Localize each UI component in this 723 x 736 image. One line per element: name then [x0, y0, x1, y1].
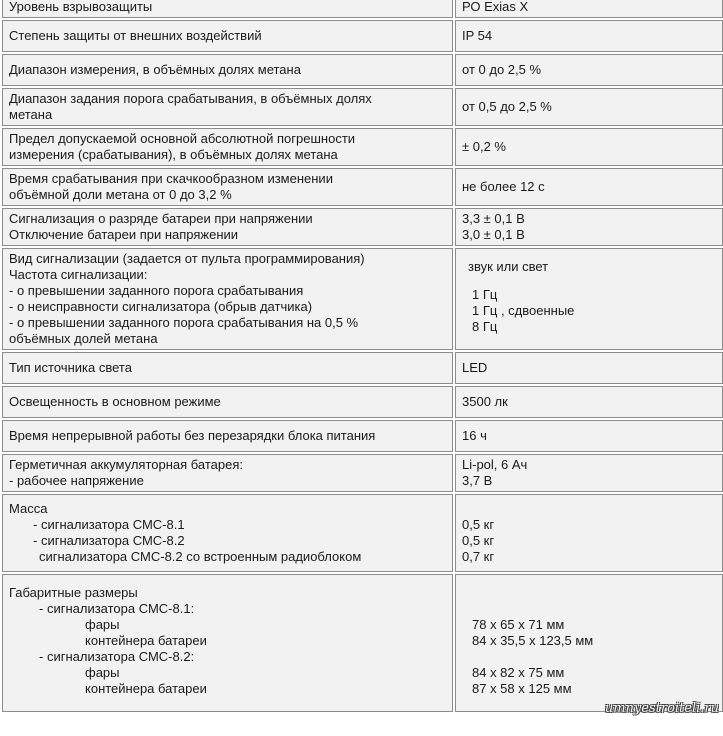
spec-label: Тип источника света — [2, 352, 453, 384]
spec-value: 3500 лк — [455, 386, 723, 418]
table-row — [2, 54, 723, 86]
spec-label: Время непрерывной работы без перезарядки блока питания — [2, 420, 453, 452]
spec-value: Li-pol, 6 Ач 3,7 В — [455, 454, 723, 492]
spec-label: Сигнализация о разряде батареи при напряжении Отключение батареи при напряжении — [2, 208, 453, 246]
spec-value: 78 х 65 х 71 мм 84 х 35,5 х 123,5 мм 84 х 82 х 75 мм 87 х 58 х 125 мм — [455, 574, 723, 712]
spec-value: IP 54 — [455, 20, 723, 52]
spec-value: 16 ч — [455, 420, 723, 452]
table-row — [2, 386, 723, 418]
table-row — [2, 420, 723, 452]
table-row — [2, 208, 723, 246]
table-row — [2, 88, 723, 126]
spec-label: Диапазон задания порога срабатывания, в объёмных долях метана — [2, 88, 453, 126]
spec-value: ± 0,2 % — [455, 128, 723, 166]
spec-label: Уровень взрывозащиты — [2, 0, 453, 18]
table-row — [2, 494, 723, 572]
table-row — [2, 128, 723, 166]
table-row — [2, 574, 723, 712]
table-row — [2, 0, 723, 18]
spec-value: 0,5 кг 0,5 кг 0,7 кг — [455, 494, 723, 572]
table-row — [2, 248, 723, 350]
spec-label: Освещенность в основном режиме — [2, 386, 453, 418]
spec-value: от 0,5 до 2,5 % — [455, 88, 723, 126]
spec-label: Масса - сигнализатора СМС-8.1 - сигнализатора СМС-8.2 сигнализатора СМС-8.2 со встроенным радиоблоком — [2, 494, 453, 572]
spec-label: Предел допускаемой основной абсолютной погрешности измерения (срабатывания), в объёмных долях метана — [2, 128, 453, 166]
spec-value: 3,3 ± 0,1 В 3,0 ± 0,1 В — [455, 208, 723, 246]
table-row — [2, 352, 723, 384]
watermark-text: umnyestroiteli.ru — [604, 701, 719, 716]
spec-value: от 0 до 2,5 % — [455, 54, 723, 86]
table-row — [2, 20, 723, 52]
spec-label: Вид сигнализации (задается от пульта программирования) Частота сигнализации: - о превышении заданного порога срабатывания - о неисправности сигнализатора (обрыв датчика) - о превышении заданного порога срабатывания на 0,5 % объёмных долей метана — [2, 248, 453, 350]
table-row — [2, 168, 723, 206]
spec-label: Герметичная аккумуляторная батарея: - рабочее напряжение — [2, 454, 453, 492]
spec-label: Время срабатывания при скачкообразном изменении объёмной доли метана от 0 до 3,2 % — [2, 168, 453, 206]
spec-value: не более 12 с — [455, 168, 723, 206]
table-row — [2, 454, 723, 492]
spec-label: Габаритные размеры - сигнализатора СМС-8.1: фары контейнера батареи - сигнализатора СМС-8.2: фары контейнера батареи — [2, 574, 453, 712]
spec-value: РО Exias X — [455, 0, 723, 18]
spec-value: звук или свет 1 Гц 1 Гц , сдвоенные 8 Гц — [455, 248, 723, 350]
spec-label: Диапазон измерения, в объёмных долях метана — [2, 54, 453, 86]
spec-label: Степень защиты от внешних воздействий — [2, 20, 453, 52]
spec-value: LED — [455, 352, 723, 384]
